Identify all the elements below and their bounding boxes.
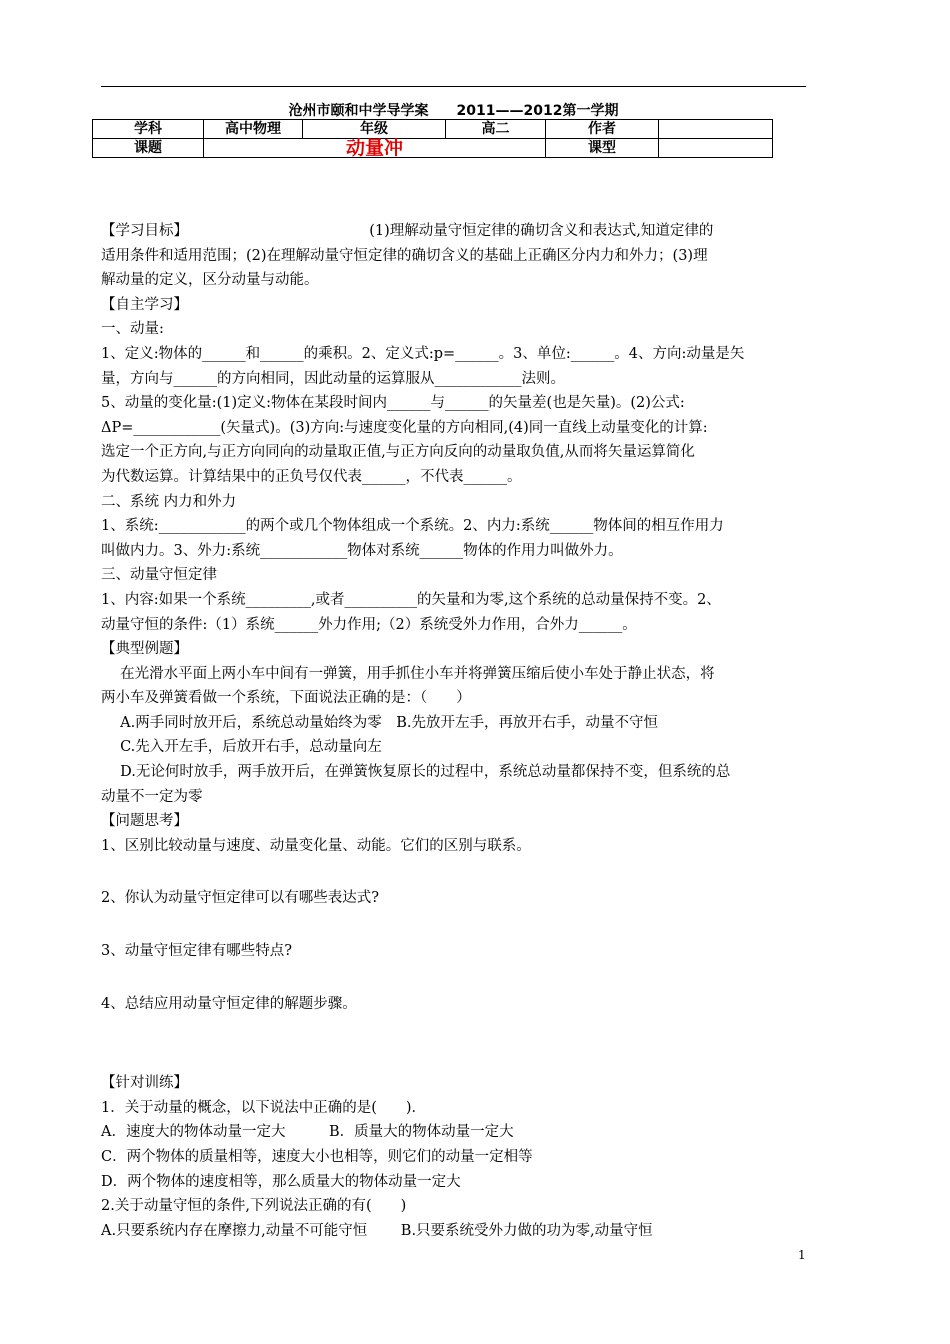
self_study-line: 1、系统:____________的两个或几个物体组成一个系统。2、内力:系统______物体间的相互作用力: [101, 518, 724, 535]
training-section: [101, 1071, 809, 1243]
self_study-line: 两小车及弹簧看做一个系统，下面说法正确的是：（ ）: [101, 690, 471, 707]
spacer: [101, 1016, 809, 1071]
self_study-line: 二、系统 内力和外力: [101, 493, 237, 510]
lesson-title: 动量冲: [204, 139, 546, 158]
spacer: [101, 964, 809, 992]
self_study-line: ΔP=____________(矢量式)。(3)方向:与速度变化量的方向相同,(4)同一直线上动量变化的计算:: [101, 419, 708, 436]
objectives-line: 【学习目标】 (1)理解动量守恒定律的确切含义和表达式,知道定律的: [101, 223, 714, 239]
objectives-line: 适用条件和适用范围；(2)在理解动量守恒定律的确切含义的基础上正确区分内力和外力；(3)理: [101, 247, 708, 264]
value-subject: 高中物理: [204, 120, 303, 139]
self_study-line: 三、动量守恒定律: [101, 567, 217, 584]
self_study-line: 5、动量的变化量:(1)定义:物体在某段时间内______与______的矢量差(也是矢量)。(2)公式:: [101, 395, 685, 412]
header-rule: [101, 86, 806, 87]
self_study-line: 一、动量:: [101, 321, 164, 338]
training-line: A.只要系统内存在摩擦力,动量不可能守恒 B.只要系统受外力做的功为零,动量守恒: [101, 1222, 653, 1239]
questions-line: 4、总结应用动量守恒定律的解题步骤。: [101, 995, 357, 1012]
self_study-line: C.先入开左手，后放开右手，总动量向左: [101, 739, 382, 756]
questions-line: 3、动量守恒定律有哪些特点?: [101, 943, 292, 960]
spacer: [101, 858, 809, 886]
page-number: 1: [798, 1248, 806, 1262]
value-type: [659, 139, 773, 158]
label-subject: 学科: [93, 120, 204, 139]
info-row-1: [93, 120, 773, 139]
self_study-line: 1、内容:如果一个系统_________,或者__________的矢量和为零,这个系统的总动量保持不变。2、: [101, 591, 721, 608]
self-study-section: [101, 293, 809, 834]
self_study-line: 【自主学习】: [101, 296, 188, 313]
training-line: 1．关于动量的概念，以下说法中正确的是( )．: [101, 1099, 427, 1116]
training-line: 2.关于动量守恒的条件,下列说法正确的有( ): [101, 1198, 407, 1215]
self_study-line: 动量守恒的条件:（1）系统______外力作用;（2）系统受外力作用，合外力______。: [101, 616, 637, 633]
value-author: [659, 120, 773, 139]
self_study-line: 选定一个正方向,与正方向同向的动量取正值,与正方向反向的动量取负值,从而将矢量运算简化: [101, 444, 695, 461]
label-type: 课型: [546, 139, 659, 158]
self_study-line: 叫做内力。3、外力:系统____________物体对系统______物体的作用力叫做外力。: [101, 542, 623, 559]
self_study-line: 动量不一定为零: [101, 788, 203, 805]
label-author: 作者: [546, 120, 659, 139]
label-grade: 年级: [303, 120, 446, 139]
questions-line: 2、你认为动量守恒定律可以有哪些表达式?: [101, 890, 379, 907]
label-topic: 课题: [93, 139, 204, 158]
training-line: A．速度大的物体动量一定大 B．质量大的物体动量一定大: [101, 1124, 514, 1141]
self_study-line: 在光滑水平面上两小车中间有一弹簧，用手抓住小车并将弹簧压缩后使小车处于静止状态，将: [101, 665, 715, 682]
training-line: 【针对训练】: [101, 1075, 188, 1092]
info-row-2: [93, 139, 773, 158]
objectives-section: [101, 219, 809, 293]
questions-section: [101, 834, 809, 1016]
training-line: C．两个物体的质量相等，速度大小也相等，则它们的动量一定相等: [101, 1149, 533, 1165]
spacer: [101, 911, 809, 939]
value-grade: 高二: [446, 120, 546, 139]
self_study-line: 量，方向与______的方向相同，因此动量的运算服从____________法则。: [101, 370, 565, 387]
worksheet-body: [101, 219, 809, 1243]
self_study-line: A.两手同时放开后，系统总动量始终为零 B.先放开左手，再放开右手，动量不守恒: [101, 714, 658, 731]
school-header: 沧州市颐和中学导学案 2011——2012第一学期: [288, 103, 619, 119]
self_study-line: 【典型例题】: [101, 641, 188, 658]
self_study-line: 1、定义:物体的______和______的乘积。2、定义式:p=______。3、单位:______。4、方向:动量是矢: [101, 345, 745, 362]
self_study-line: D.无论何时放手，两手放开后，在弹簧恢复原长的过程中，系统总动量都保持不变，但系统的总: [101, 764, 731, 781]
objectives-line: 解动量的定义，区分动量与动能。: [101, 272, 319, 289]
questions-line: 1、区别比较动量与速度、动量变化量、动能。它们的区别与联系。: [101, 837, 531, 854]
info-table: [92, 119, 773, 158]
training-line: D．两个物体的速度相等，那么质量大的物体动量一定大: [101, 1173, 461, 1190]
self_study-line: 【问题思考】: [101, 813, 188, 830]
self_study-line: 为代数运算。计算结果中的正负号仅代表______，不代表______。: [101, 468, 522, 485]
